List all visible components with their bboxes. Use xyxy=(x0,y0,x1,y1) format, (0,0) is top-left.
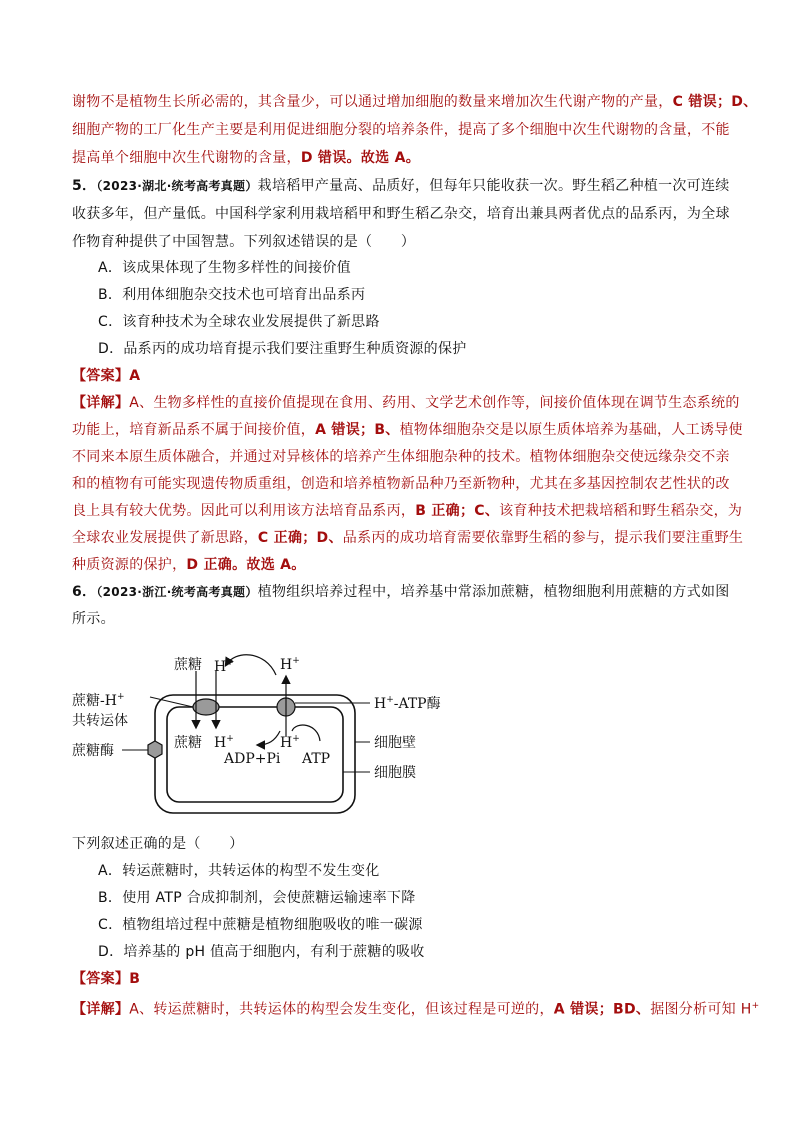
sucrase-shape xyxy=(148,741,162,758)
q6-stem-line-3: 下列叙述正确的是（ ） xyxy=(72,836,244,852)
cotransporter-shape xyxy=(193,699,219,715)
sucrose-transport-diagram xyxy=(70,645,470,820)
q5-detail-line-3: 不同来本原生质体融合，并通过对异核体的培养产生体细胞杂种的技术。植物体细胞杂交使远缘杂交不亲 xyxy=(72,449,730,465)
q6-option-a: A．转运蔗糖时，共转运体的构型不发生变化 xyxy=(98,863,380,879)
q5-detail-line-4: 和的植物有可能实现遗传物质重组，创造和培养植物新品种乃至新物种，尤其在多基因控制农艺性状的改 xyxy=(72,476,730,492)
prev-detail-line-1: 谢物不是植物生长所必需的，其含量少，可以通过增加细胞的数量来增加次生代谢产物的产量，C 错误；D、 xyxy=(72,94,758,110)
q6-detail-line-1: 【详解】A、转运蔗糖时，共转运体的构型会发生变化，但该过程是可逆的，A 错误；BD、据图分析可知 H+ xyxy=(72,1001,760,1018)
q6-stem-line-2: 所示。 xyxy=(72,611,115,627)
label-membrane: 细胞膜 xyxy=(374,765,416,781)
q5-stem-line-2: 收获多年，但产量低。中国科学家利用栽培稻甲和野生稻乙杂交，培育出兼具两者优点的品系丙，为全球 xyxy=(72,206,730,222)
q6-stem-line-1: 6．（2023·浙江·统考高考真题）植物组织培养过程中，培养基中常添加蔗糖，植物细胞利用蔗糖的方式如图 xyxy=(72,584,730,600)
q5-answer: 【答案】A xyxy=(72,368,141,384)
label-cell-wall: 细胞壁 xyxy=(374,735,416,751)
q5-option-a: A．该成果体现了生物多样性的间接价值 xyxy=(98,260,351,276)
label-sucrose-out: 蔗糖 xyxy=(174,657,202,673)
label-h-top-left: H+ xyxy=(214,658,234,675)
q6-option-d: D．培养基的 pH 值高于细胞内，有利于蔗糖的吸收 xyxy=(98,944,425,960)
q6-option-b: B．使用 ATP 合成抑制剂，会使蔗糖运输速率下降 xyxy=(98,890,416,906)
prev-detail-line-2: 细胞产物的工厂化生产主要是利用促进细胞分裂的培养条件，提高了多个细胞中次生代谢物的含量，不能 xyxy=(72,122,730,138)
label-atp: ATP xyxy=(302,751,331,767)
label-cotransporter-1: 蔗糖-H+ xyxy=(72,692,125,709)
adp-arrow xyxy=(258,731,280,745)
q5-option-d: D．品系丙的成功培育提示我们要注重野生种质资源的保护 xyxy=(98,341,467,357)
label-h-in: H+ xyxy=(214,734,234,751)
q5-option-c: C．该育种技术为全球农业发展提供了新思路 xyxy=(98,314,380,330)
q5-detail-line-7: 种质资源的保护，D 正确。故选 A。 xyxy=(72,557,306,573)
q5-option-b: B．利用体细胞杂交技术也可培育出品系丙 xyxy=(98,287,366,303)
q5-detail-line-6: 全球农业发展提供了新思路，C 正确；D、品系丙的成功培育需要依靠野生稻的参与，提示我们要注重野生 xyxy=(72,530,744,546)
q5-stem-line-1: 5．（2023·湖北·统考高考真题）栽培稻甲产量高、品质好，但每年只能收获一次。野生稻乙种植一次可连续 xyxy=(72,178,730,194)
label-sucrose-in: 蔗糖 xyxy=(174,735,202,751)
label-atpase: H+-ATP酶 xyxy=(374,695,441,712)
label-adp: ADP+Pi xyxy=(224,751,281,767)
label-h-in-right: H+ xyxy=(280,734,300,751)
label-sucrase: 蔗糖酶 xyxy=(72,743,114,759)
q5-detail-line-5: 良上具有较大优势。因此可以利用该方法培育品系丙，B 正确；C、该育种技术把栽培稻和野生稻杂交，为 xyxy=(72,503,743,519)
q6-option-c: C．植物组培过程中蔗糖是植物细胞吸收的唯一碳源 xyxy=(98,917,423,933)
q5-stem-line-3: 作物育种提供了中国智慧。下列叙述错误的是（ ） xyxy=(72,234,416,250)
q5-detail-line-1: 【详解】A、生物多样性的直接价值提现在食用、药用、文学艺术创作等，间接价值体现在调节生态系统的 xyxy=(72,395,740,411)
prev-detail-line-3: 提高单个细胞中次生代谢物的含量，D 错误。故选 A。 xyxy=(72,150,421,166)
label-h-top-right: H+ xyxy=(280,656,300,673)
q5-detail-line-2: 功能上，培育新品系不属于间接价值，A 错误；B、植物体细胞杂交是以原生质体培养为基础，人工诱导使 xyxy=(72,422,743,438)
q6-answer: 【答案】B xyxy=(72,971,141,987)
label-cotransporter-2: 共转运体 xyxy=(72,713,128,729)
